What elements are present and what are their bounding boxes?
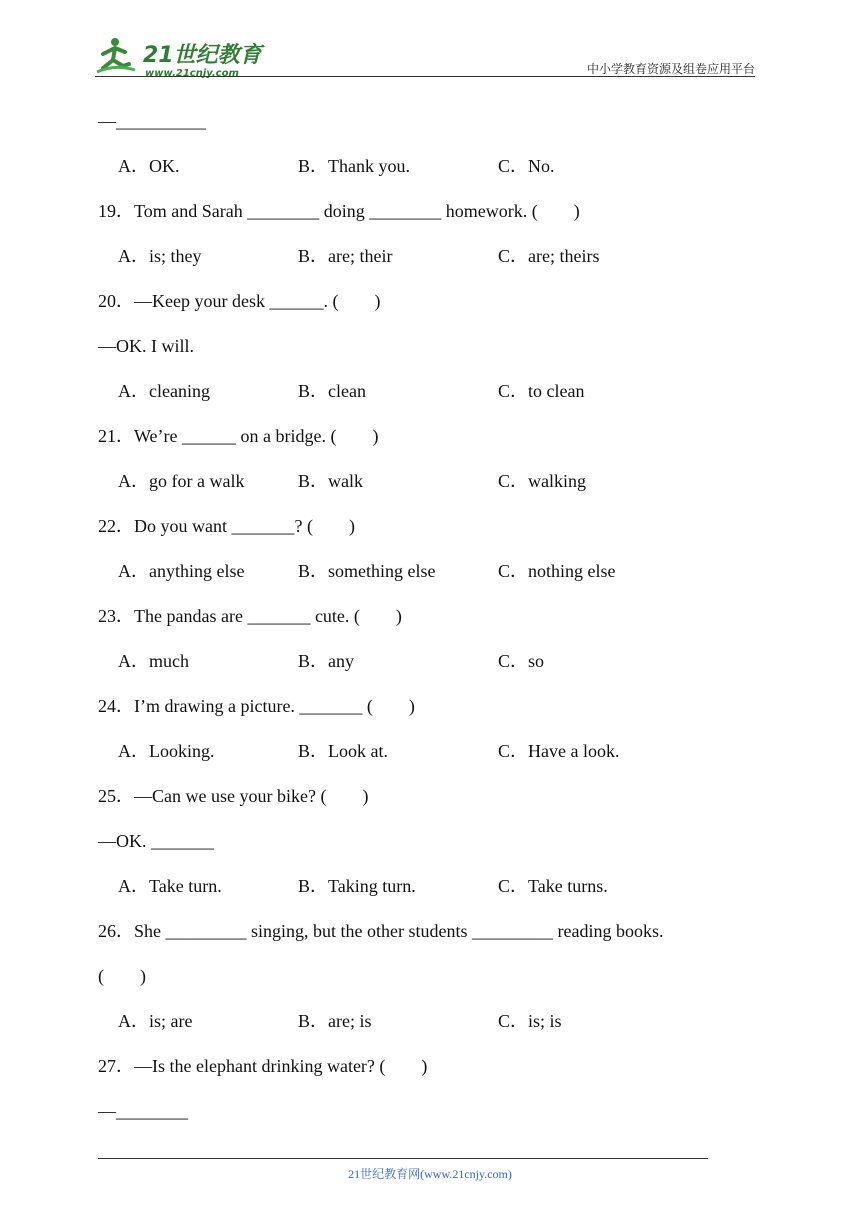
option-b: B．Thank you. <box>298 156 410 176</box>
question-line: 23．The pandas are _______ cute. ( ) <box>98 606 402 626</box>
option-b: B．any <box>298 651 354 671</box>
option-a: A．Take turn. <box>118 876 222 896</box>
question-line: 27．—Is the elephant drinking water? ( ) <box>98 1056 428 1076</box>
option-a: A．cleaning <box>118 381 210 401</box>
options-row <box>98 648 758 693</box>
option-a: A．Looking. <box>118 741 215 761</box>
option-a: A．go for a walk <box>118 471 245 491</box>
page-header <box>95 30 755 78</box>
options-row <box>98 558 758 603</box>
options-row <box>98 243 758 288</box>
question-line: 20．—Keep your desk ______. ( ) <box>98 291 381 311</box>
option-b: B．Look at. <box>298 741 388 761</box>
option-a: A．anything else <box>118 561 245 581</box>
options-row <box>98 153 758 198</box>
question-line: 26．She _________ singing, but the other students _________ reading books. <box>98 921 664 941</box>
option-b: B．clean <box>298 381 366 401</box>
option-c: C．is; is <box>498 1011 562 1031</box>
question-line: —OK. I will. <box>98 336 194 356</box>
question-line: ( ) <box>98 966 146 986</box>
option-c: C．to clean <box>498 381 585 401</box>
footer-text: 21世纪教育网(www.21cnjy.com) <box>348 1167 512 1181</box>
question-line: —________ <box>98 1101 188 1121</box>
option-a: A．OK. <box>118 156 180 176</box>
option-a: A．much <box>118 651 189 671</box>
option-c: C．walking <box>498 471 586 491</box>
option-c: C．No. <box>498 156 555 176</box>
header-platform-name: 中小学教育资源及组卷应用平台 <box>586 62 755 76</box>
options-row <box>98 468 758 513</box>
option-a: A．is; are <box>118 1011 193 1031</box>
question-line: 25．—Can we use your bike? ( ) <box>98 786 369 806</box>
question-list <box>98 108 758 1143</box>
question-line: —OK. _______ <box>98 831 214 851</box>
question-line: 21．We’re ______ on a bridge. ( ) <box>98 426 379 446</box>
option-b: B．walk <box>298 471 363 491</box>
option-c: C．so <box>498 651 545 671</box>
logo-icon <box>95 36 265 78</box>
options-row <box>98 738 758 783</box>
question-line: 22．Do you want _______? ( ) <box>98 516 355 536</box>
option-b: B．are; their <box>298 246 393 266</box>
footer-divider <box>98 1158 708 1159</box>
option-c: C．nothing else <box>498 561 616 581</box>
option-b: B．are; is <box>298 1011 372 1031</box>
header-divider <box>95 76 755 77</box>
options-row <box>98 873 758 918</box>
option-c: C．are; theirs <box>498 246 600 266</box>
option-c: C．Have a look. <box>498 741 620 761</box>
option-b: B．something else <box>298 561 436 581</box>
options-row <box>98 378 758 423</box>
question-line: —__________ <box>98 111 206 131</box>
options-row <box>98 1008 758 1053</box>
logo-url: www.21cnjy.com <box>145 68 239 78</box>
option-b: B．Taking turn. <box>298 876 416 896</box>
logo-text: 21世纪教育 <box>143 43 262 68</box>
option-a: A．is; they <box>118 246 202 266</box>
question-line: 24．I’m drawing a picture. _______ ( ) <box>98 696 415 716</box>
question-line: 19．Tom and Sarah ________ doing ________ homework. ( ) <box>98 201 580 221</box>
option-c: C．Take turns. <box>498 876 608 896</box>
